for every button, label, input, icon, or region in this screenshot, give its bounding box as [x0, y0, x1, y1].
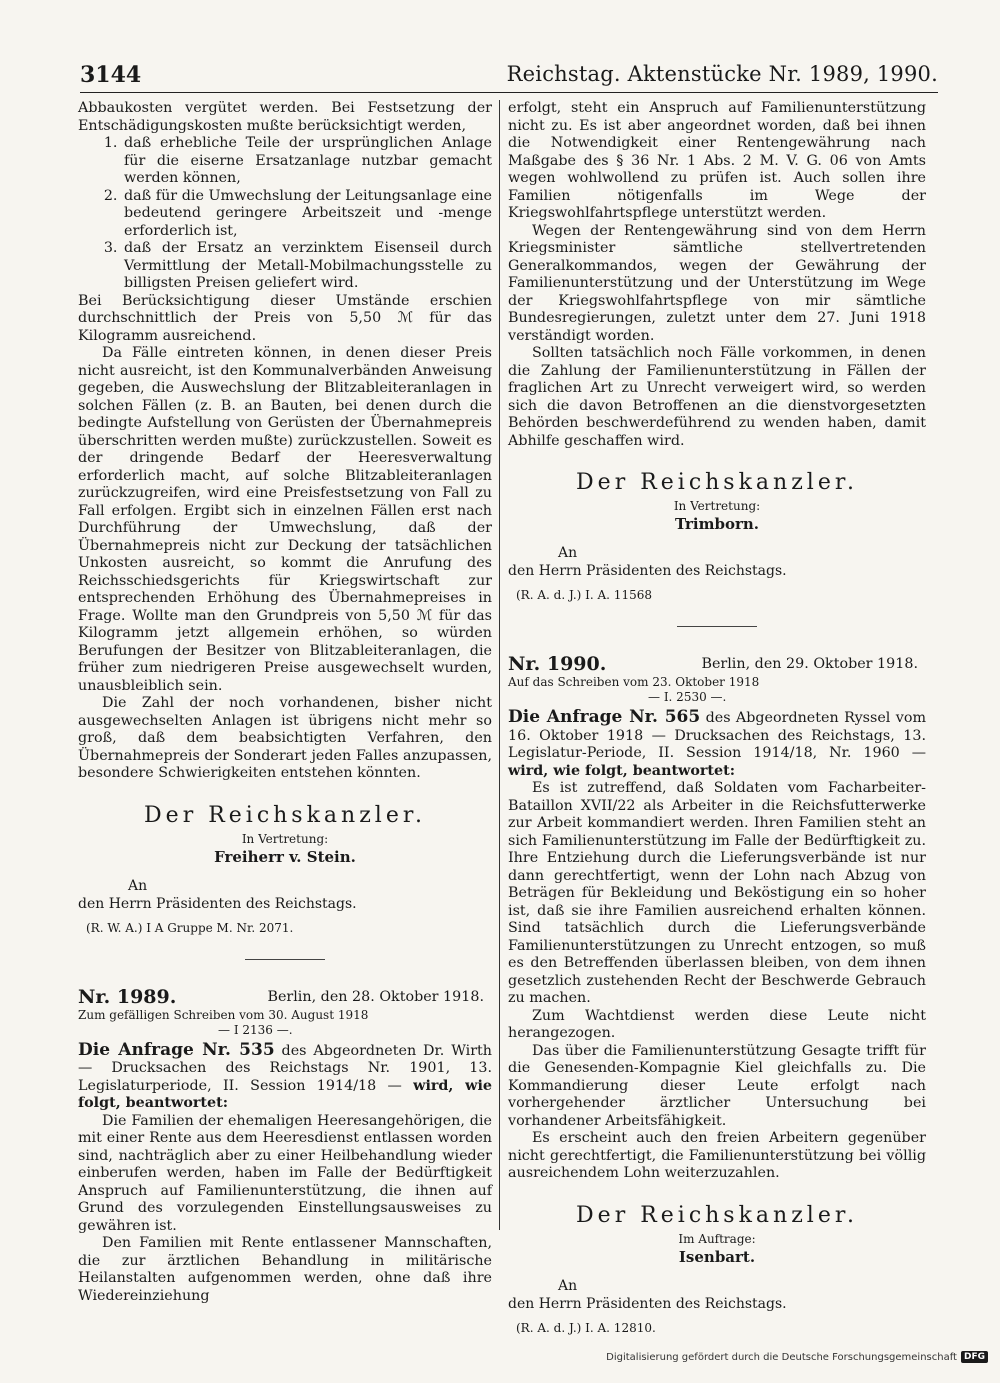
- address-recipient: den Herrn Präsidenten des Reichstags.: [508, 1295, 787, 1312]
- section-divider: [677, 626, 757, 627]
- running-title: Reichstag. Aktenstücke Nr. 1989, 1990.: [506, 62, 938, 86]
- document-date: Berlin, den 29. Oktober 1918.: [701, 656, 918, 672]
- column-divider: [499, 100, 500, 1230]
- document-reference-number: — I 2136 —.: [218, 1022, 293, 1037]
- signature-block: [78, 801, 492, 867]
- paragraph: Wegen der Rentengewährung sind von dem Herrn Kriegsminister sämtliche stellvertretenden Generalkommandos, wegen der Gewährung der Familienunterstützung und der Unterstützung im Wege der Kriegswohlfahrtspflege von mir sämtliche Bundesregierungen, zuletzt unter dem 27. Juni 1918 verständigt worden.: [508, 222, 926, 344]
- left-column: [78, 100, 492, 1305]
- paragraph: Da Fälle eintreten können, in denen dieser Preis nicht ausreicht, ist den Kommunalverbänden Anweisung gegeben, die Auswechslung der Blitzableiteranlagen in solchen Fällen (z. B. an Bauten, bei denen durch die bedingte Aufstellung von Gerüsten der Übernahmepreis überschritten werden mußte) zurückzustellen. Soweit es der dringende Bedarf der Heeresverwaltung erforderlich macht, auf solche Blitzableiteranlagen zurückzugreifen, wird eine Preisfestsetzung von Fall zu Fall erfolgen. Ergibt sich in einzelnen Fällen erst nach Durchführung der Umwechslung, daß der Übernahmepreis nicht zur Deckung der tatsächlichen Unkosten ausreicht, so kommt die Anrufung des Reichsschiedsgerichts für Kriegswirtschaft zur entsprechenden Erhöhung des Übernahmepreises in Frage. Wollte man den Grundpreis von 5,50 ℳ für das Kilogramm jetzt allgemein erhöhen, so würden Berufungen der Besitzer von Blitzableiteranlagen, die früher zum niedrigeren Preise ausgewechselt wurden, unausbleiblich sein.: [78, 345, 492, 694]
- paragraph: erfolgt, steht ein Anspruch auf Familienunterstützung nicht zu. Es ist aber angeordnet worden, daß bei ihnen die Notwendigkeit einer Rentengewährung nach Maßgabe des § 36 Nr. 1 Abs. 2 M. V. G. 06 von Amts wegen wohlwollend zu prüfen ist. Auch sollen ihre Familien nötigenfalls im Wege der Kriegswohlfahrtspflege unterstützt werden.: [508, 100, 926, 221]
- criteria-list: [78, 135, 492, 293]
- inquiry-lead: [508, 709, 926, 780]
- document-reference-number: — I. 2530 —.: [648, 690, 727, 704]
- document-heading: [78, 986, 492, 1008]
- inquiry-answer-phrase: wird, wie folgt, beantwortet:: [78, 1077, 492, 1111]
- paragraph: Die Zahl der noch vorhandenen, bisher nicht ausgewechselten Anlagen ist übrigens nicht mehr so groß, daß dem beabsichtigten Verfahren, den Übernahmepreis der Sonderart jeden Falles anzupassen, besondere Schwierigkeiten entstehen könnten.: [78, 695, 492, 781]
- signature-name: Trimborn.: [674, 515, 760, 533]
- paragraph: Bei Berücksichtigung dieser Umstände erschien durchschnittlich der Preis von 5,50 ℳ für das Kilogramm ausreichend.: [78, 292, 492, 344]
- signature-title: Der Reichskanzler.: [576, 470, 858, 495]
- paragraph: Zum Wachtdienst werden diese Leute nicht herangezogen.: [508, 1007, 926, 1041]
- signature-role: In Vertretung:: [241, 831, 329, 846]
- document-reference: Zum gefälligen Schreiben vom 30. August 1918: [78, 1007, 369, 1022]
- address-recipient: den Herrn Präsidenten des Reichstags.: [78, 895, 357, 912]
- digitization-note: [606, 1351, 988, 1363]
- paragraph: Es erscheint auch den freien Arbeitern gegenüber nicht gerechtfertigt, die Familienunterstützung bei völlig ausreichendem Lohn weiterzuzahlen.: [508, 1130, 926, 1181]
- signature-role: In Vertretung:: [673, 499, 761, 513]
- list-item: 3. daß der Ersatz an verzinktem Eisenseil durch Vermittlung der Metall-Mobilmachungsstelle zu billigsten Preisen geliefert wird.: [122, 240, 492, 293]
- inquiry-title: Die Anfrage Nr. 565: [508, 707, 701, 727]
- page-header: [80, 60, 938, 93]
- document-heading: [508, 653, 926, 675]
- inquiry-lead: [78, 1039, 492, 1113]
- list-item: 2. daß für die Umwechslung der Leitungsanlage eine bedeutend geringere Arbeitszeit und -menge erforderlich ist,: [122, 188, 492, 241]
- signature-name: Freiherr v. Stein.: [214, 847, 356, 866]
- document-reference: Auf das Schreiben vom 23. Oktober 1918: [508, 675, 760, 689]
- inquiry-text: des Abgeordneten Ryssel vom 16. Oktober 1918 — Drucksachen des Reichstags, 13. Legislatur-Periode, II. Session 1914/18, Nr. 1960 —: [508, 710, 926, 761]
- list-item: 1. daß erhebliche Teile der ursprünglichen Anlage für die eiserne Ersatzanlage nutzbar gemacht werden können,: [122, 135, 492, 188]
- paragraph: Abbaukosten vergütet werden. Bei Festsetzung der Entschädigungskosten mußte berücksichtigt werden,: [78, 100, 492, 134]
- section-divider: [245, 959, 325, 960]
- signature-name: Isenbart.: [678, 1247, 756, 1266]
- signature-title: Der Reichskanzler.: [576, 1202, 858, 1228]
- document-number: Nr. 1989.: [78, 985, 177, 1008]
- signature-title: Der Reichskanzler.: [144, 802, 426, 828]
- address-recipient: den Herrn Präsidenten des Reichstags.: [508, 563, 787, 579]
- signature-role: Im Auftrage:: [678, 1231, 756, 1246]
- dfg-logo-icon: DFG: [961, 1351, 988, 1363]
- signature-block: [508, 1201, 926, 1267]
- right-column: [508, 100, 926, 1337]
- reference-number: (R. W. A.) I A Gruppe M. Nr. 2071.: [86, 920, 294, 935]
- document-date: Berlin, den 28. Oktober 1918.: [267, 988, 484, 1005]
- inquiry-answer-phrase: wird, wie folgt, beantwortet:: [508, 762, 736, 779]
- document-number: Nr. 1990.: [508, 653, 607, 675]
- inquiry-title: Die Anfrage Nr. 535: [78, 1039, 275, 1060]
- reference-number: (R. A. d. J.) I. A. 12810.: [516, 1320, 656, 1335]
- reference-number: (R. A. d. J.) I. A. 11568: [516, 588, 652, 602]
- paragraph: Es ist zutreffend, daß Soldaten vom Facharbeiter-Bataillon XVII/22 als Arbeiter in die Reichsfutterwerke zur Arbeit kommandiert werden. Ihren Familien steht an sich Familienunterstützung im Falle der Bedürftigkeit zu. Ihre Entziehung durch die Lieferungsverbände ist nur dann gerechtfertigt, wenn der Lohn nach Abzug von Beträgen für Bekleidung und Beköstigung ein so hoher ist, daß sie ihre Familien ausreichend erhalten können. Sind tatsächlich durch die Lieferungsverbände Familienunterstützungen zu Unrecht entzogen, so muß es den Betreffenden überlassen bleiben, von dem ihnen gesetzlich zustehenden Recht der Beschwerde Gebrauch zu machen.: [508, 780, 926, 1006]
- address-an: An: [128, 877, 148, 894]
- paragraph: Die Familien der ehemaligen Heeresangehörigen, die mit einer Rente aus dem Heeresdienst entlassen worden sind, nachträglich aber zu einer Heilbehandlung wieder einberufen werden, haben im Falle der Bedürftigkeit Anspruch auf Familienunterstützung, die ihnen auf Grund des vorzulegenden Einstellungsausweises zu gewähren ist.: [78, 1112, 492, 1234]
- paragraph: Den Familien mit Rente entlassener Mannschaften, die zur ärztlichen Behandlung in militärische Heilanstalten aufgenommen werden, ohne daß ihre Wiedereinziehung: [78, 1235, 492, 1304]
- page-number: 3144: [80, 62, 142, 88]
- digitization-text: Digitalisierung gefördert durch die Deutsche Forschungsgemeinschaft: [606, 1351, 957, 1363]
- signature-block: [508, 468, 926, 534]
- address-an: An: [558, 545, 578, 561]
- paragraph: Das über die Familienunterstützung Gesagte trifft für die Genesenden-Kompagnie Kiel gleichfalls zu. Die Kommandierung dieser Leute erfolgt nach vorhergehender ärztlicher Untersuchung bei vorhandener Arbeitsfähigkeit.: [508, 1042, 926, 1129]
- address-an: An: [558, 1277, 578, 1294]
- inquiry-text: des Abgeordneten Dr. Wirth — Drucksachen des Reichstags Nr. 1901, 13. Legislaturperiode, II. Session 1914/18 —: [78, 1042, 492, 1094]
- paragraph: Sollten tatsächlich noch Fälle vorkommen, in denen die Zahlung der Familienunterstützung in Fällen der fraglichen Art zu Unrecht verweigert wird, so werden sich die davon Betroffenen an die dienstvorgesetzten Behörden beschwerdeführend zu wenden haben, damit Abhilfe geschaffen wird.: [508, 345, 926, 449]
